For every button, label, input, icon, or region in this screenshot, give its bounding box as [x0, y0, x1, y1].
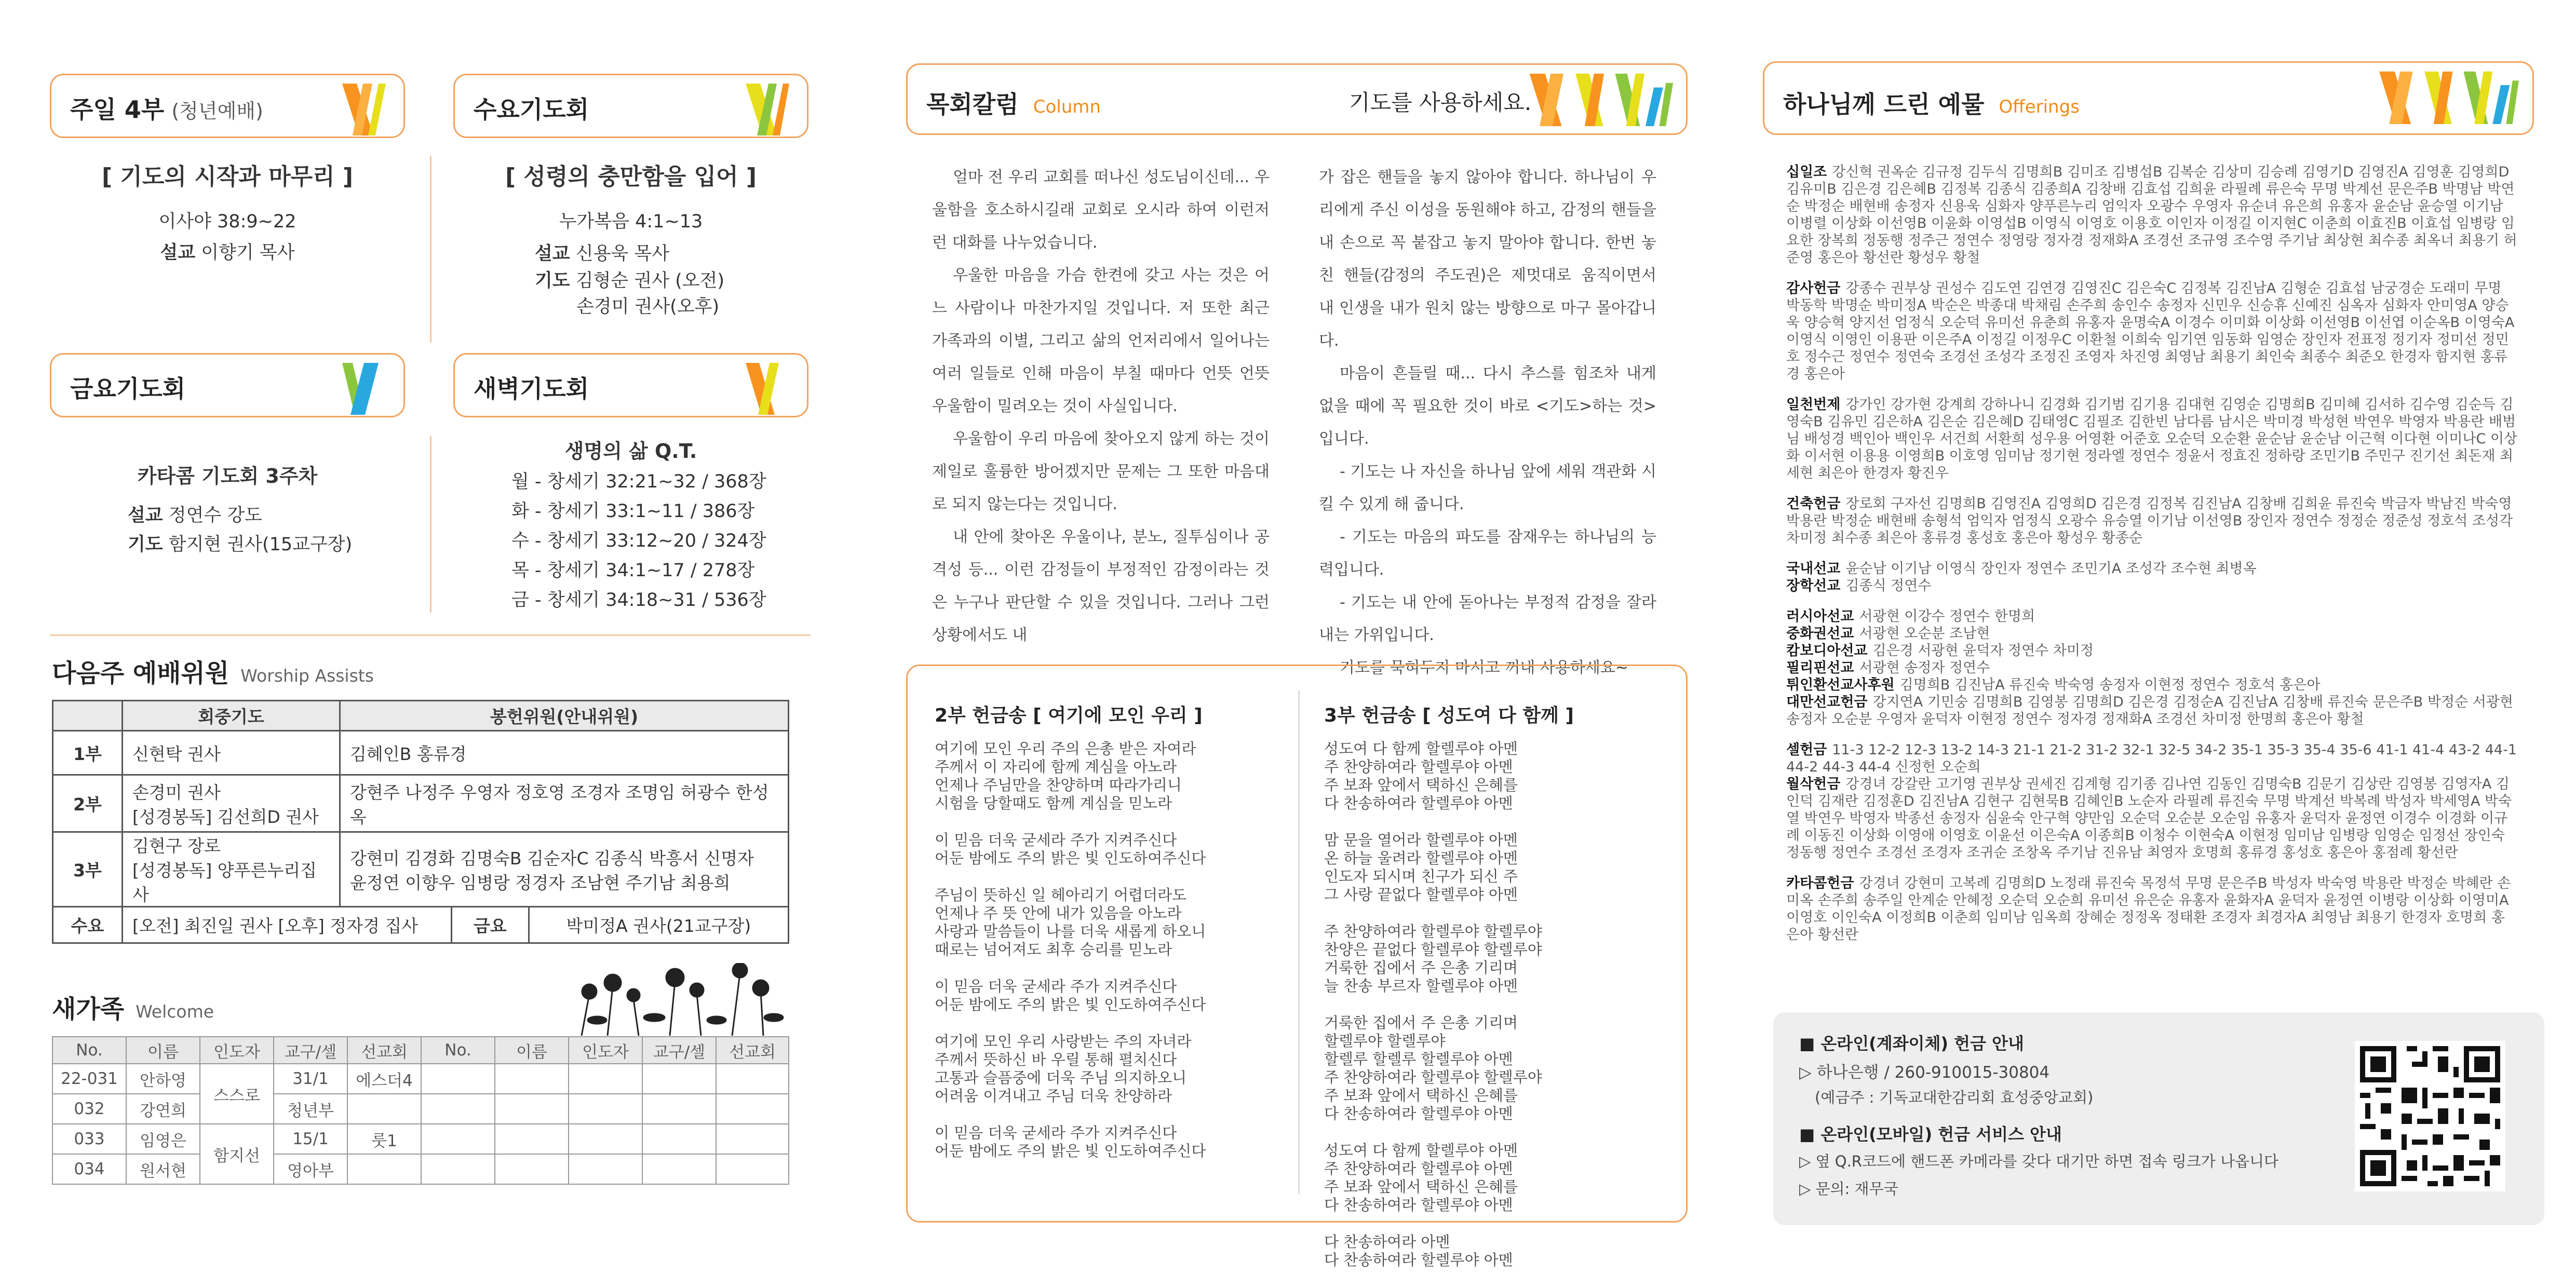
no-cell: 034: [52, 1154, 126, 1184]
column-left: [932, 161, 1270, 652]
prayer-cell: 신현탁 권사: [123, 731, 340, 775]
wednesday-prayer-2: 손경미 권사(오후): [576, 296, 720, 317]
wednesday-heading: [ 성령의 충만함을 입어 ]: [505, 164, 757, 190]
preach-label: 설교: [535, 243, 570, 264]
stripe-decoration-icon: [2364, 67, 2530, 124]
guide-cell: 스스로: [200, 1064, 274, 1124]
prayer-cell: [123, 832, 340, 907]
no-cell: 033: [52, 1124, 126, 1154]
mission-cell: 에스더4: [347, 1064, 421, 1094]
service-cell: 수요: [53, 907, 123, 943]
table-header: 인도자: [200, 1037, 274, 1064]
reader-name: [성경봉독] 양푸른누리집사: [132, 860, 317, 905]
stanza: 성도여 다 함께 할렐루야 아멘 주 찬양하여라 할렐루야 아멘 주 보좌 앞에서 택하신 은혜를 다 찬송하여라 할렐루야 아멘: [1324, 1142, 1518, 1214]
column-title: 목회칼럼: [926, 90, 1019, 118]
stanza: 이 믿음 더욱 굳세라 주가 지켜주신다 어둔 밤에도 주의 밝은 빛 인도하여주신다: [935, 1124, 1206, 1160]
fri-cell: 박미정A 권사(21교구장): [529, 907, 788, 943]
newcomers-table: [52, 1036, 789, 1185]
offering-group: 캄보디아선교 김은경 서광현 윤덕자 정연수 차미정: [1786, 643, 2094, 659]
column-paragraph: 얼마 전 우리 교회를 떠나신 성도님이신데... 우울함을 호소하시길래 교회로 오시라 하여 이런저런 대화를 나누었습니다.: [932, 168, 1270, 252]
dawn-line: 금 - 창세기 34:18~31 / 536장: [511, 590, 766, 611]
offering-group: 일천번제 강가인 강가현 강계희 강하나니 김경화 김기범 김기용 김대현 김영순 김명희B 김미혜 김서하 김수영 김순득 김영숙B 김유민 김은하A 김은순 김은혜D 김태영C 김필조 김한빈 남다름 남시은 박미경 박성현 박연우 박영자 박용란 배범님 배성경 백인아 백인우 서건희 서환희 성우용 어영환 어준호 오순덕 오순환 윤순남 윤순남 이근혁 이다현 이미나C 이상화 이서현 이용용 이영희B 이호영 임미남 정기현 정라엘 정연수 정윤서 정효진 정하랑 조민기B 주민구 진기선 최돈재 최세현 최은아 한경자 황진우: [1786, 397, 2518, 481]
hymn2-title: 2부 헌금송 [ 여기에 모인 우리 ]: [935, 705, 1203, 726]
wednesday-title: 수요기도회: [474, 96, 589, 124]
stripe-decoration-icon: [1515, 69, 1687, 126]
newcomers-title: [52, 989, 214, 1025]
column-paragraph: - 기도는 내 안에 돋아나는 부정적 감정을 잘라내는 가위입니다.: [1319, 593, 1656, 644]
table-header: No.: [421, 1037, 495, 1064]
offering-line: 윤정연 이향우 임병랑 정경자 조남현 주기남 최용희: [350, 872, 731, 893]
stanza: 여기에 모인 우리 사랑받는 주의 자녀라 주께서 뜻하신 바 우릴 통해 펼치신다 고통과 슬픔중에 더욱 주님 의지하오니 어려움 이겨내고 주님 더욱 찬양하라: [935, 1033, 1192, 1105]
table-header: 회중기도: [123, 701, 340, 731]
name-cell: 원서현: [126, 1154, 200, 1184]
table-header: No.: [52, 1037, 126, 1064]
stanza: 거룩한 집에서 주 은총 기리며 할렐루야 할렐루야 할렐루 할렐루 할렐루야 아멘 주 찬양하여라 할렐루야 할렐루야 주 보좌 앞에서 택하신 은혜를 다 찬송하여라 할렐루야 아멘: [1324, 1014, 1542, 1122]
preach-label: 설교: [160, 242, 196, 263]
offering-group: 건축헌금 장로회 구자선 김명희B 김영진A 김영희D 김은경 김정복 김진남A 김창배 김희윤 류진숙 박금자 박남진 박숙영 박용란 박정순 배현배 송형석 엄익자 엄정식 오광수 유승열 이기남 이선영B 장인자 정연수 정정순 정준성 정호석 조성각 차미정 최수종 최은아 홍류경 홍성호 홍은아 황성우 황종순: [1786, 496, 2513, 546]
table-header: 인도자: [569, 1037, 642, 1064]
table-row: [53, 832, 789, 907]
table-header: 이름: [126, 1037, 200, 1064]
offering-group: 필리핀선교 서광현 송정자 정연수: [1786, 660, 1990, 676]
hymn2-lyrics: [935, 740, 1206, 1179]
name-cell: 임영은: [126, 1124, 200, 1154]
offering-cell: 강현주 나정주 우영자 정호영 조경자 조명임 허광수 한성옥: [340, 775, 789, 832]
assists-title-ko: 다음주 예배위원: [52, 659, 230, 688]
table-header: 교구/셀: [274, 1037, 347, 1064]
column-paragraph: - 기도는 나 자신을 하나님 앞에 세워 객관화 시킬 수 있게 해 줍니다.: [1319, 463, 1656, 513]
sunday-title: 주일 4부: [70, 96, 165, 124]
cell-cell: 15/1: [274, 1124, 347, 1154]
offering-group: 러시아선교 서광현 이강수 정연수 한명희: [1786, 608, 2035, 625]
offering-group: 월삭헌금 강경녀 강갈란 고기영 권부상 권세진 김계형 김기종 김나연 김동인 김명숙B 김문기 김상란 김영봉 김영자A 김인덕 김재란 김정훈D 김진남A 김현구 김현묵B 김혜인B 노순자 라필례 류진숙 무명 박계선 박복례 박성자 박세영A 박숙열 박연우 박영자 박종선 송정자 심윤숙 안구혁 양만임 오순덕 오순분 오순임 유홍자 윤덕자 윤정연 이경수 이경화 이규례 이동진 이상화 이영애 이영호 이윤선 이은숙A 이종희B 이청수 이현숙A 이현정 임미남 임병랑 임영순 임정선 장인숙 정동행 정연수 조경선 조경자 조귀순 조창옥 주기남 진유남 최영자 호명희 홍류경 홍성호 홍은아 홍점례 황선란: [1786, 776, 2512, 861]
divider: [1298, 690, 1300, 1194]
no-cell: 22-031: [52, 1064, 126, 1094]
column-right: [1319, 161, 1656, 684]
column-paragraph: 마음이 흔들릴 때... 다시 추스를 힘조차 내게 없을 때에 꼭 필요한 것이 바로 <기도>하는 것>입니다.: [1319, 364, 1656, 448]
divider: [430, 436, 431, 613]
hymn3-title: 3부 헌금송 [ 성도여 다 함께 ]: [1324, 705, 1574, 726]
stanza: 이 믿음 더욱 굳세라 주가 지켜주신다 어둔 밤에도 주의 밝은 빛 인도하여주신다: [935, 831, 1206, 867]
sunday-subtitle: (청년예배): [171, 100, 263, 123]
offering-cell: 김혜인B 홍류경: [340, 731, 789, 775]
assists-title-en: Worship Assists: [240, 666, 374, 686]
qr-code-icon[interactable]: [2355, 1041, 2505, 1191]
stripe-decoration-icon: [321, 358, 399, 415]
stanza: 주 찬양하여라 할렐루야 할렐루야 찬양은 끝없다 할렐루야 할렐루야 거룩한 집에서 주 은총 기리며 늘 찬송 부르자 할렐루야 아멘: [1324, 923, 1542, 995]
column-paragraph: 우울함이 우리 마음에 찾아오지 않게 하는 것이 제일로 훌륭한 방어겠지만 문제는 그 또한 마음대로 되지 않는다는 것입니다.: [932, 430, 1270, 513]
table-row: [53, 775, 789, 832]
table-header: 봉헌위원(안내위원): [340, 701, 789, 731]
dawn-list: [511, 467, 766, 615]
friday-title: 금요기도회: [70, 375, 186, 403]
mission-cell: 룻1: [347, 1124, 421, 1154]
table-header: 선교회: [347, 1037, 421, 1064]
offering-line: 강현미 김경화 김명숙B 김순자C 김종식 박흥서 신명자: [350, 848, 754, 869]
stripe-decoration-icon: [725, 78, 803, 135]
online-title-2: ■ 온라인(모바일) 헌금 서비스 안내: [1799, 1124, 2062, 1144]
bank-account: ▷ 하나은행 / 260-910015-30804: [1799, 1063, 2050, 1082]
sunday-preacher: [50, 238, 405, 268]
service-cell: 금요: [451, 907, 529, 943]
table-row: [53, 731, 789, 775]
column-title-en: Column: [1033, 97, 1101, 117]
wed-cell: [오전] 최진일 권사 [오후] 정자경 집사: [123, 907, 452, 943]
prayer-label: 기도: [535, 270, 570, 291]
offering-group: 대만선교헌금 강지연A 기민숭 김명희B 김영봉 김명희D 김은경 김정순A 김진남A 김창배 류진숙 문은주B 박정순 서광현 송정자 오순분 우영자 윤덕자 이현정 정연수 정자경 정재화A 조경선 차미정 한명희 홍은아 황철: [1786, 694, 2513, 727]
column-paragraph: 내 안에 찾아온 우울이나, 분노, 질투심이나 공격성 등... 이런 감정들이 부정적인 감정이라는 것은 누구나 판단할 수 있을 것입니다. 그러나 그런 상황에서도 내: [932, 528, 1270, 644]
table-row: [53, 907, 789, 943]
wednesday-header: [453, 74, 808, 138]
column-paragraph: 기도를 묵혀두지 마시고 꺼내 사용하세요~: [1340, 659, 1628, 677]
hymn3-lyrics: [1324, 740, 1542, 1288]
table-header: 이름: [495, 1037, 569, 1064]
stanza: 이 믿음 더욱 굳세라 주가 지켜주신다 어둔 밤에도 주의 밝은 빛 인도하여주신다: [935, 978, 1206, 1013]
dawn-heading: 생명의 삶 Q.T.: [564, 440, 697, 463]
offering-group: 카타콤헌금 강경녀 강현미 고복례 김명희D 노정래 류진숙 목정석 무명 문은주B 박성자 박숙영 박용란 박정순 박혜란 손미옥 손주희 송주일 안계순 안혜정 오순덕 오순희 유미선 유은순 유홍자 윤화자A 윤덕자 윤정연 이병랑 이상화 이영미A 이영호 이인숙A 이정희B 이춘희 임미남 임옥희 장혜순 정정옥 정태환 조경자 최경자A 최영남 최용기 한경자 호명희 홍은아 황선란: [1786, 875, 2511, 943]
preacher-name: 정연수 강도: [168, 505, 262, 526]
preacher-name: 신용욱 목사: [575, 243, 669, 264]
offerings-list: [1786, 164, 2518, 957]
preacher-name: 이향기 목사: [201, 242, 295, 263]
online-title-1: ■ 온라인(계좌이체) 헌금 안내: [1799, 1034, 2024, 1053]
preach-label: 설교: [128, 505, 163, 526]
column-paragraph: 우울한 마음을 가슴 한켠에 갖고 사는 것은 어느 사람이나 마찬가지일 것입니다. 저 또한 최근 가족과의 이별, 그리고 삶의 언저리에서 일어나는 여러 일들로 인해 마음이 부칠 때마다 언뜻 언뜻 우울함이 밀려오는 것이 사실입니다.: [932, 266, 1270, 415]
sunday-scripture: 이사야 38:9~22: [158, 211, 296, 232]
name-cell: 안하영: [126, 1064, 200, 1094]
stripe-decoration-icon: [725, 358, 803, 415]
friday-header: [50, 353, 405, 417]
prayer-cell: [123, 775, 340, 832]
friday-heading: 카타콤 기도회 3주차: [137, 465, 318, 487]
service-cell: 3부: [53, 832, 123, 907]
prayer-name: 김형순 권사 (오전): [575, 270, 724, 291]
no-cell: 032: [52, 1094, 126, 1124]
wednesday-preacher: [535, 239, 669, 269]
cell-cell: 31/1: [274, 1064, 347, 1094]
flowers-icon: [561, 963, 794, 1036]
prayer-name: 김현구 장로: [132, 836, 221, 856]
prayer-label: 기도: [128, 534, 163, 555]
sunday-heading: [ 기도의 시작과 마무리 ]: [101, 164, 354, 190]
assists-title: [52, 653, 374, 689]
friday-preacher: [128, 500, 262, 531]
offering-group: 장학선교 김종식 정연수: [1786, 578, 1932, 594]
sunday-header: [50, 74, 405, 138]
qr-instructions: ▷ 옆 Q.R코드에 핸드폰 카메라를 갖다 대기만 하면 접속 링크가 나옵니다: [1799, 1153, 2279, 1170]
table-header: [53, 701, 123, 731]
cell-cell: 청년부: [274, 1094, 347, 1124]
table-row: [52, 1124, 789, 1154]
prayer-name: 손경미 권사: [132, 782, 221, 803]
stripe-decoration-icon: [321, 78, 399, 135]
table-row: [52, 1094, 789, 1124]
offering-group: 감사헌금 강종수 권부상 권성수 김도연 김연경 김영진C 김은숙C 김정복 김진남A 김형순 김효섭 남궁경순 도래미 무명 박동학 박명순 박미정A 박순은 박종대 박채림 손주희 송인수 송정자 신민우 신승휴 신예진 심옥자 심화자 안미영A 양승욱 양승혁 양지선 엄정식 오순덕 유미선 유춘희 유홍자 윤명숙A 이경수 이미화 이상화 이선영B 이선엽 이순옥B 이영숙A 이영식 이영인 이용판 이은주A 이정길 이정우C 이환철 이희숙 임기연 임동화 임영순 장인자 전표정 정기자 정미선 정민호 정수근 정연수 정연숙 조경선 조성각 조정진 조영자 차진영 최영남 최용기 최인숙 최종수 최준오 한경자 함지현 홍류경 홍은아: [1786, 280, 2515, 382]
offering-group: 셀헌금 11-3 12-2 12-3 13-2 14-3 21-1 21-2 31-2 32-1 32-5 34-2 35-1 35-3 35-4 35-6 41-1 41-4 43-2 44-1 44-2 44-3 44-4 신정헌 오순희: [1786, 742, 2517, 775]
column-headline: 기도를 사용하세요.: [1349, 90, 1532, 115]
newcomers-title-en: Welcome: [136, 1001, 214, 1022]
table-header: 교구/셀: [642, 1037, 716, 1064]
dawn-line: 목 - 창세기 34:1~17 / 278장: [511, 560, 755, 581]
column-header: [906, 63, 1688, 135]
stanza: 주님이 뜻하신 일 헤아리기 어렵더라도 언제나 주 뜻 안에 내가 있음을 아노라 사랑과 말씀들이 나를 더욱 새롭게 하오니 때로는 넘어져도 최후 승리를 믿노라: [935, 886, 1206, 958]
wednesday-scripture: 누가복음 4:1~13: [559, 211, 703, 232]
dawn-line: 화 - 창세기 33:1~11 / 386장: [511, 501, 755, 522]
table-row: [52, 1154, 789, 1184]
dawn-line: 수 - 창세기 33:12~20 / 324장: [511, 531, 766, 551]
divider: [430, 156, 431, 343]
stanza: 맘 문을 열어라 할렐루야 아멘 온 하늘 울려라 할렐루야 아멘 인도자 되시며 친구가 되신 주 그 사랑 끝없다 할렐루야 아멘: [1324, 831, 1518, 903]
stanza: 성도여 다 함께 할렐루야 아멘 주 찬양하여라 할렐루야 아멘 주 보좌 앞에서 택하신 은혜를 다 찬송하여라 할렐루야 아멘: [1324, 740, 1518, 812]
table-header: 선교회: [716, 1037, 789, 1064]
table-row: [52, 1064, 789, 1094]
assists-table: [52, 700, 789, 944]
offering-group: 중화권선교 서광현 오순분 조남현: [1786, 626, 1990, 642]
offerings-header: [1763, 61, 2534, 135]
column-paragraph: - 기도는 마음의 파도를 잠재우는 하나님의 능력입니다.: [1319, 528, 1656, 579]
offering-group: 십일조 강신혁 권옥순 김규정 김두식 김명희B 김미조 김병섭B 김복순 김상미 김승례 김영기D 김영진A 김영훈 김영희D 김유미B 김은경 김은혜B 김정복 김종식 김종희A 김창배 김효섭 김희윤 라필례 류은숙 무명 박계선 문은주B 박명남 박연순 박정순 배현배 송정자 신용욱 심화자 양푸른누리 엄익자 오광수 우영자 유순녀 유은희 유홍자 윤순남 윤승열 이기남 이병렬 이상화 이선영B 이윤화 이영섭B 이영식 이영호 이용호 이인자 이정길 이지현C 이춘희 이효진B 이효섭 임병랑 임요한 장복희 정동행 정주근 정연수 정영랑 정자경 정재화A 조경선 조규영 조수영 주기남 최상현 최수종 최옥너 최용기 허준영 홍은아 황선란 황성우 황철: [1786, 164, 2517, 266]
account-holder: (예금주 : 기독교대한감리회 효성중앙교회): [1815, 1089, 2094, 1106]
service-cell: 1부: [53, 731, 123, 775]
prayer-name: 함지현 권사(15교구장): [168, 534, 353, 555]
dawn-line: 월 - 창세기 32:21~32 / 368장: [511, 471, 766, 492]
service-cell: 2부: [53, 775, 123, 832]
friday-prayer: [128, 530, 352, 560]
online-giving-panel: [1773, 1012, 2544, 1225]
dawn-header: [453, 353, 808, 417]
reader-name: [성경봉독] 김선희D 권사: [132, 806, 319, 827]
newcomers-title-ko: 새가족: [52, 995, 125, 1024]
cell-cell: 영아부: [274, 1154, 347, 1184]
offerings-title-en: Offerings: [1999, 97, 2080, 117]
offering-group: 튀인환선교사후원 김명희B 김진남A 류진숙 박숙영 송정자 이현정 정연수 정호석 홍은아: [1786, 677, 2321, 693]
stanza: 여기에 모인 우리 주의 은총 받은 자여라 주께서 이 자리에 함께 계심을 아노라 언제나 주님만을 찬양하며 따라가리니 시험을 당할때도 함께 계심을 믿노라: [935, 740, 1196, 812]
stanza: 다 찬송하여라 아멘 다 찬송하여라 할렐루야 아멘: [1324, 1233, 1513, 1269]
column-paragraph: 가 잡은 핸들을 놓지 않아야 합니다. 하나님이 우리에게 주신 이성을 동원해야 하고, 감정의 핸들을 내 손으로 꼭 붙잡고 놓지 말아야 합니다. 한번 놓친 핸들(감정의 주도권)은 제멋대로 움직이면서 내 인생을 내가 원치 않는 방향으로 마구 몰아갑니다.: [1319, 168, 1656, 350]
dawn-title: 새벽기도회: [474, 375, 589, 403]
offering-group: 국내선교 윤순남 이기남 이영식 장인자 정연수 조민기A 조성각 조수현 최병옥: [1786, 561, 2257, 577]
offerings-title: 하나님께 드린 예물: [1783, 90, 1985, 118]
offering-cell: [340, 832, 789, 907]
contact-info: ▷ 문의: 재무국: [1799, 1180, 1898, 1198]
divider: [50, 634, 811, 636]
guide-cell: 함지선: [200, 1124, 274, 1184]
name-cell: 강연희: [126, 1094, 200, 1124]
